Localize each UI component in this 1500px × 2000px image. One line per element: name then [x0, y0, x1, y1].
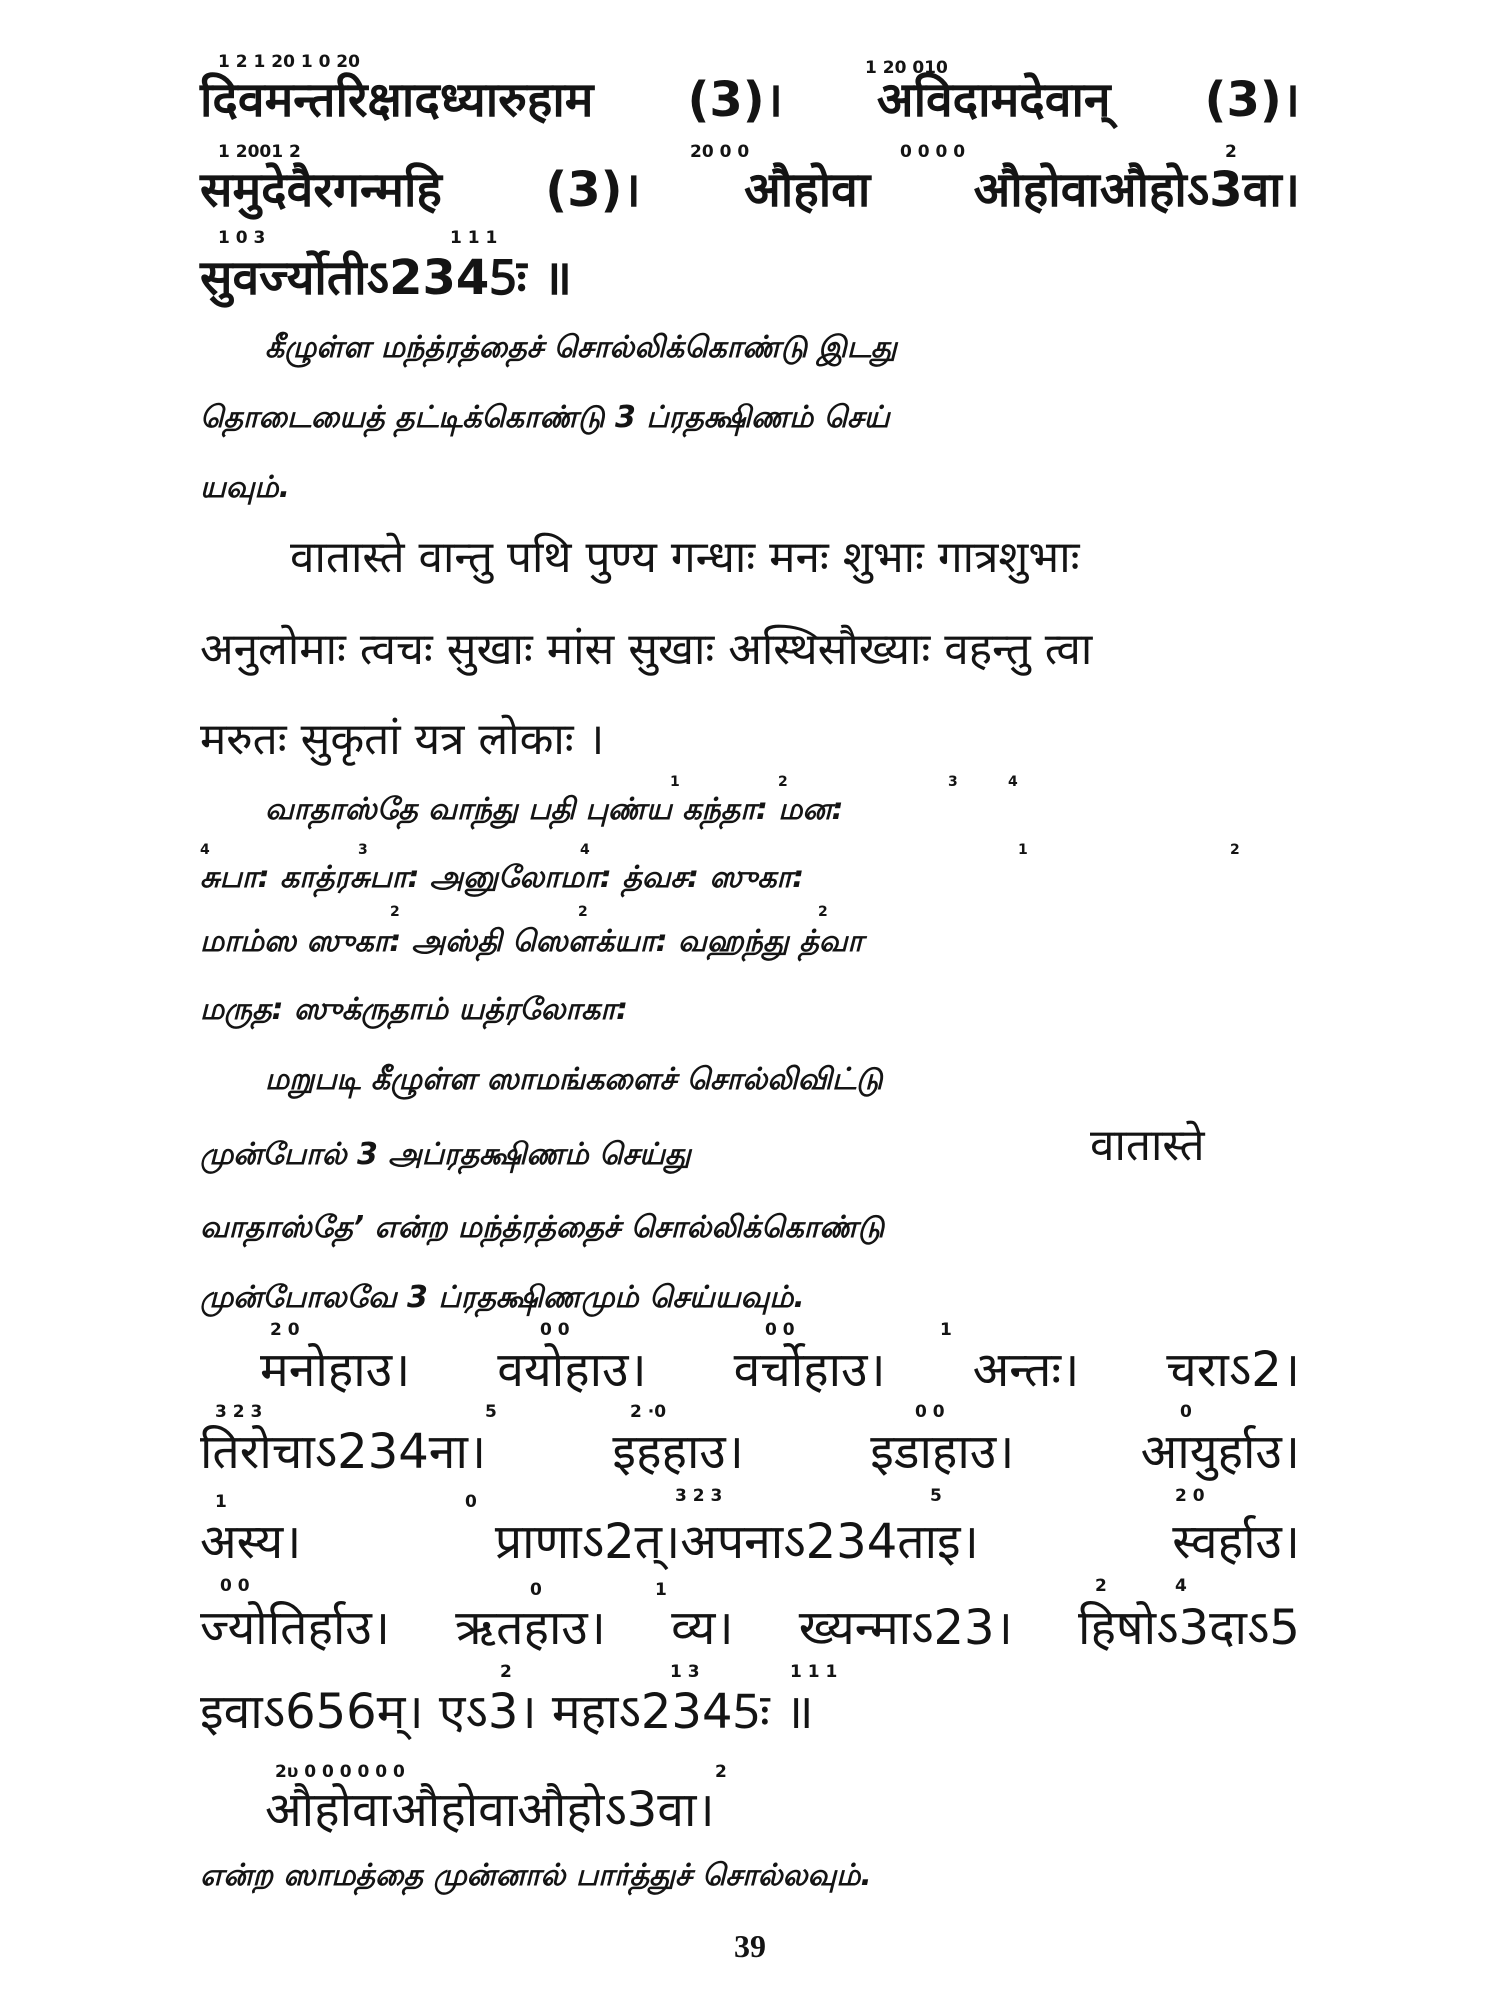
- sanskrit-word: वर्चोहाउ।: [733, 1342, 886, 1398]
- verse-2-line-3: मरुतः सुकृतां यत्र लोकाः ।: [200, 714, 605, 765]
- svara-mark: 2: [778, 774, 788, 790]
- sanskrit-word: ज्योतिर्हाउ।: [200, 1600, 390, 1656]
- svara-marks: 3 2 3: [215, 1402, 263, 1422]
- svara-marks: 1: [655, 1580, 667, 1600]
- svara-marks: 0 0: [220, 1576, 250, 1596]
- svara-marks: 2 ·0: [630, 1402, 667, 1422]
- sanskrit-word: इडाहाउ।: [870, 1424, 1015, 1480]
- verse-3-line-4: [200, 1598, 1300, 1658]
- sanskrit-word: दिवमन्तरिक्षादध्यारुहाम: [200, 72, 594, 128]
- svara-marks: 5: [930, 1486, 942, 1506]
- svara-mark: 3: [358, 842, 368, 858]
- sanskrit-word: तिरोचाऽ234ना।: [200, 1424, 487, 1480]
- svara-marks: 1: [215, 1492, 227, 1512]
- sanskrit-word: व्य।: [671, 1600, 734, 1656]
- sanskrit-word: मनोहाउ।: [260, 1342, 411, 1398]
- instruction-3: என்ற ஸாமத்தை முன்னால் பார்த்துச் சொல்லவும்.: [200, 1858, 872, 1893]
- verse-3-line-1: [260, 1340, 1300, 1400]
- verse-3-line-5: इवाऽ656म्। एऽ3। महाऽ2345ः ॥: [200, 1684, 814, 1740]
- svara-marks: 1 1 1: [450, 228, 498, 248]
- verse-2-line-2: अनुलोमाः त्वचः सुखाः मांस सुखाः अस्थिसौख्याः वहन्तु त्वा: [200, 624, 1093, 675]
- sanskrit-word: आयुर्हाउ।: [1140, 1424, 1300, 1480]
- tamil-line: தொடையைத் தட்டிக்கொண்டு 3 ப்ரதக்ஷிணம் செய்: [200, 400, 890, 435]
- svara-marks: 1 3: [670, 1662, 700, 1682]
- svara-marks: 0 0: [915, 1402, 945, 1422]
- svara-mark: 1: [670, 774, 680, 790]
- tamil-line: யவும்.: [200, 470, 290, 505]
- svara-mark: 2: [578, 904, 588, 920]
- svara-marks: 2: [1095, 1576, 1107, 1596]
- verse-1-line-3: सुवर्ज्योतीऽ2345ः ॥: [200, 250, 572, 306]
- svara-marks: 2: [715, 1762, 727, 1782]
- svara-marks: 1 2001 2: [218, 142, 301, 162]
- svara-mark: 4: [200, 842, 210, 858]
- svara-marks: 0: [465, 1492, 477, 1512]
- verse-2-line-1: वातास्ते वान्तु पथि पुण्य गन्धाः मनः शुभाः गात्रशुभाः: [290, 532, 1080, 583]
- svara-marks: 0 0 0 0: [900, 142, 966, 162]
- svara-marks: 2 0: [270, 1320, 300, 1340]
- sanskrit-word: वयोहाउ।: [497, 1342, 647, 1398]
- sanskrit-word: (3)।: [687, 72, 783, 128]
- tamil-line: முன்போலவே 3 ப்ரதக்ஷிணமும் செய்யவும்.: [200, 1280, 805, 1315]
- tamil-line: சுபா: காத்ரசுபா: அனுலோமா: த்வச: ஸுகா:: [200, 860, 805, 895]
- svara-marks: 3 2 3: [675, 1486, 723, 1506]
- verse-1-line-1: [200, 70, 1300, 130]
- sanskrit-word: चराऽ2।: [1166, 1342, 1300, 1398]
- sanskrit-word: अन्तः।: [972, 1342, 1080, 1398]
- svara-mark: 4: [1008, 774, 1018, 790]
- tamil-line: முன்போல் 3 அப்ரதக்ஷிணம் செய்து: [200, 1137, 691, 1172]
- svara-marks: 0 0: [540, 1320, 570, 1340]
- svara-marks: 1 0 3: [218, 228, 266, 248]
- tamil-line: கீழுள்ள மந்த்ரத்தைச் சொல்லிக்கொண்டு இடது: [265, 330, 897, 365]
- verse-3-line-2: [200, 1422, 1300, 1482]
- svara-marks: 1: [940, 1320, 952, 1340]
- tamil-line: மாம்ஸ ஸுகா: அஸ்தி ஸௌக்யா: வஹந்து த்வா: [200, 924, 864, 959]
- sanskrit-word: हिषोऽ3दाऽ5: [1078, 1600, 1300, 1656]
- svara-marks: 4: [1175, 1576, 1187, 1596]
- sanskrit-word: इहहाउ।: [612, 1424, 744, 1480]
- svara-marks: 2υ 0 0 0 0 0 0: [275, 1762, 405, 1782]
- sanskrit-word: समुदेवैरगन्महि: [200, 162, 442, 218]
- sanskrit-word: अस्य।: [200, 1514, 302, 1570]
- tamil-line: மறுபடி கீழுள்ள ஸாமங்களைச் சொல்லிவிட்டு: [265, 1062, 883, 1097]
- page-number: 39: [734, 1928, 766, 1964]
- svara-marks: 0: [1180, 1402, 1192, 1422]
- verse-3-line-3: [200, 1512, 1300, 1572]
- svara-marks: 2 0: [1175, 1486, 1205, 1506]
- svara-mark: 2: [1230, 842, 1240, 858]
- svara-marks: 0 0: [765, 1320, 795, 1340]
- tamil-line: வாதாஸ்தே’ என்ற மந்த்ரத்தைச் சொல்லிக்கொண்டு: [200, 1210, 885, 1245]
- tamil-line: [265, 790, 1300, 830]
- sanskrit-word: औहोवाऔहोऽ3वा।: [973, 162, 1300, 218]
- tamil-line: மருத: ஸுக்ருதாம் யத்ரலோகா:: [200, 992, 629, 1027]
- sanskrit-word: प्राणाऽ2त्।अपनाऽ234ताइ।: [494, 1514, 979, 1570]
- svara-mark: 1: [1018, 842, 1028, 858]
- tamil-text: வாதாஸ்தே வாந்து பதி புண்ய கந்தா: மன:: [265, 792, 844, 827]
- svara-mark: 3: [948, 774, 958, 790]
- sanskrit-word: ऋतहाउ।: [455, 1600, 606, 1656]
- svara-marks: 1 2 1 20 1 0 20: [218, 52, 360, 72]
- svara-marks: 1 1 1: [790, 1662, 838, 1682]
- svara-marks: 2: [500, 1662, 512, 1682]
- verse-4-line: औहोवाऔहोवाऔहोऽ3वा।: [265, 1782, 715, 1838]
- svara-marks: 2: [1225, 142, 1237, 162]
- svara-marks: 1 20 010: [865, 58, 948, 78]
- sanskrit-word: (3)।: [1204, 72, 1300, 128]
- svara-mark: 2: [818, 904, 828, 920]
- svara-mark: 2: [390, 904, 400, 920]
- svara-marks: 0: [530, 1580, 542, 1600]
- sanskrit-word: (3)।: [545, 162, 641, 218]
- sanskrit-word: स्वर्हाउ।: [1172, 1514, 1300, 1570]
- sanskrit-word: औहोवा: [744, 162, 871, 218]
- verse-1-line-2: [200, 160, 1300, 220]
- svara-marks: 5: [485, 1402, 497, 1422]
- svara-mark: 4: [580, 842, 590, 858]
- sanskrit-word: अविदामदेवान्: [876, 72, 1111, 128]
- inline-sanskrit: वातास्ते: [1090, 1120, 1205, 1171]
- sanskrit-word: ख्यन्माऽ23।: [798, 1600, 1013, 1656]
- svara-marks: 20 0 0: [690, 142, 750, 162]
